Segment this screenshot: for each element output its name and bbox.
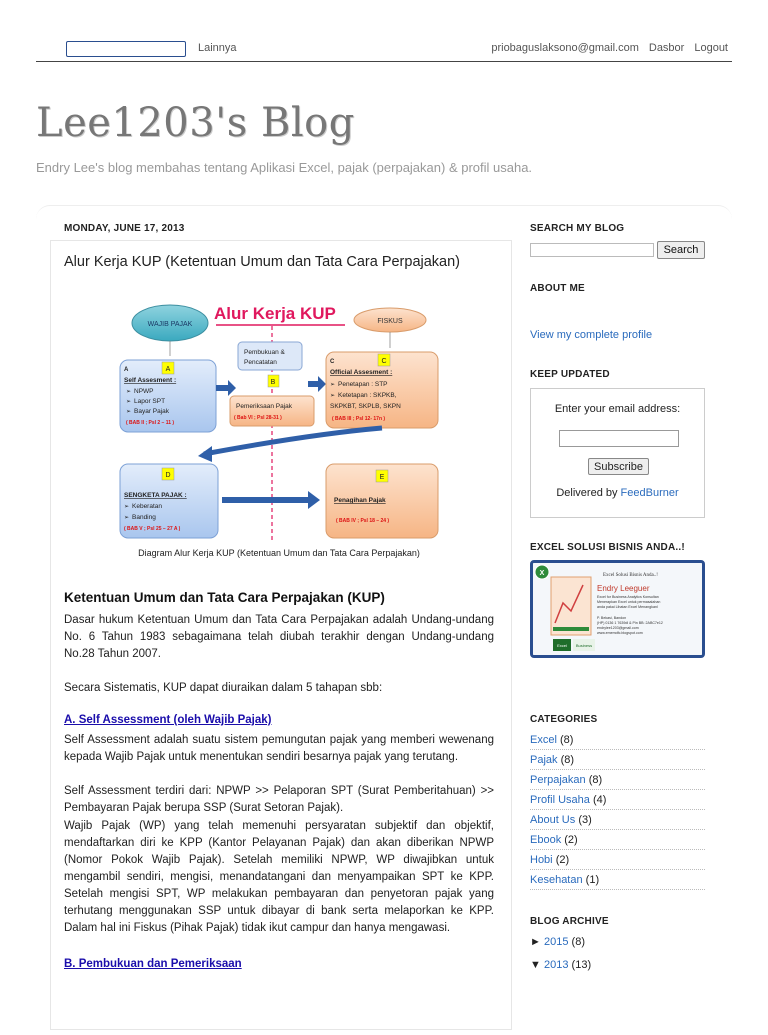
email-input[interactable] [559, 430, 679, 447]
category-count: (8) [588, 774, 603, 786]
blogger-navbar [36, 36, 732, 62]
delivered-prefix: Delivered by [556, 487, 621, 499]
excel-heading: EXCEL SOLUSI BISNIS ANDA..! [530, 542, 685, 553]
box-d-badge: D [165, 472, 171, 479]
post-date: MONDAY, JUNE 17, 2013 [64, 223, 185, 234]
category-item [530, 810, 705, 830]
box-c-item: Penetapan : STP [338, 381, 388, 388]
svg-text:A: A [124, 367, 129, 373]
svg-text:➢: ➢ [330, 393, 336, 399]
section-a-link[interactable]: A. Self Assessment (oleh Wajib Pajak) [64, 714, 272, 726]
category-count: (1) [585, 874, 600, 886]
search-heading: SEARCH MY BLOG [530, 223, 625, 234]
box-a-ref: ( BAB II ; Psl 2 – 11 ) [126, 420, 175, 426]
svg-text:➢: ➢ [330, 382, 336, 388]
ad-contact: P. Bekasi, Bandon [597, 616, 627, 620]
ad-name: Endry Leeguer [597, 584, 650, 593]
category-link[interactable]: Excel [530, 734, 557, 746]
archive-heading: BLOG ARCHIVE [530, 916, 609, 927]
box-b-top-label: Pembukuan & [244, 349, 285, 356]
box-c-badge: C [381, 358, 387, 365]
excel-ad-banner[interactable] [530, 560, 705, 658]
categories-list [530, 730, 705, 890]
search-button[interactable]: Search [657, 241, 705, 259]
box-b-badge: B [270, 379, 276, 386]
expand-toggle-icon[interactable]: ▼ [530, 959, 541, 971]
svg-text:➢: ➢ [124, 515, 130, 521]
ad-line: anda pakai Lihatan Excel Menangkanl [597, 605, 658, 609]
feedburner-link[interactable]: FeedBurner [620, 487, 679, 499]
category-item [530, 770, 705, 790]
box-e-title: Penagihan Pajak [334, 497, 386, 504]
category-link[interactable]: About Us [530, 814, 576, 826]
ad-photo [551, 577, 591, 635]
category-item [530, 850, 705, 870]
category-item [530, 870, 705, 890]
ad-logo-left: Excel [557, 643, 567, 648]
category-count: (2) [564, 834, 578, 846]
ad-contact: (HP) 0136 1 7639dl & Pin BB: 2ABC7e12 [597, 621, 663, 625]
wajib-pajak-label: WAJIB PAJAK [147, 321, 193, 328]
post-paragraph: Self Assessment adalah suatu sistem pemungutan pajak yang memberi wewenang kepada Wajib Pajak untuk menentukan sendiri besarnya pajak yang terutang. [64, 734, 494, 763]
post-paragraph: Self Assessment terdiri dari: NPWP >> Pelaporan SPT (Surat Pemberitahuan) >> Pembayaran Pajak berupa SSP (Surat Setoran Pajak). [64, 785, 494, 814]
ad-contact: endrylee1203@gmail.com [597, 626, 639, 630]
search-input[interactable] [530, 243, 654, 257]
navbar-user-email[interactable]: priobaguslaksono@gmail.com [491, 42, 639, 54]
box-d-title: SENGKETA PAJAK : [124, 492, 187, 499]
box-a-item: Lapor SPT [134, 398, 166, 405]
post-paragraph: Secara Sistematis, KUP dapat diuraikan dalam 5 tahapan sbb: [64, 682, 383, 694]
svg-text:X: X [539, 570, 545, 577]
category-link[interactable]: Kesehatan [530, 874, 583, 886]
ad-graphic [533, 563, 702, 655]
kup-diagram [112, 296, 442, 540]
navbar-user-links [491, 42, 728, 54]
view-profile-link[interactable]: View my complete profile [530, 329, 653, 341]
box-d-item: Banding [132, 514, 156, 521]
box-b-ref: ( Bab VI ; Psl 28-31 ) [234, 415, 282, 421]
box-d-ref: ( BAB V ; Psl 25 – 27 A ) [124, 526, 181, 532]
svg-text:➢: ➢ [126, 409, 132, 415]
section-b-link[interactable]: B. Pembukuan dan Pemeriksaan [64, 958, 242, 970]
box-e-ref: ( BAB IV ; Psl 18 – 24 ) [336, 518, 390, 524]
box-c-item-2a: Ketetapan : SKPKB, [338, 392, 397, 399]
archive-year-link[interactable]: 2015 [544, 936, 569, 948]
blog-title[interactable]: Lee1203's Blog [36, 100, 355, 146]
box-b-label: Pemeriksaan Pajak [236, 403, 292, 410]
svg-text:C: C [330, 359, 335, 365]
box-b-top-label-2: Pencatatan [244, 359, 277, 366]
svg-text:➢: ➢ [126, 389, 132, 395]
ad-line: Menerapkan Excel untuk permasalahan [597, 600, 661, 604]
subscribe-widget [530, 388, 705, 518]
ad-logo-right: Business [575, 643, 593, 648]
diagram-caption: Diagram Alur Kerja KUP (Ketentuan Umum dan Tata Cara Perpajakan) [138, 548, 420, 558]
navbar-more-link[interactable]: Lainnya [198, 42, 237, 54]
navbar-dashboard-link[interactable]: Dasbor [648, 42, 685, 54]
archive-count: (8) [571, 936, 585, 948]
email-label: Enter your email address: [554, 403, 681, 415]
category-count: (8) [559, 734, 574, 746]
navbar-search-input[interactable] [66, 41, 186, 57]
box-b-pemeriksaan [230, 396, 314, 426]
navbar-logout-link[interactable]: Logout [694, 42, 728, 54]
post-subheading: Ketentuan Umum dan Tata Cara Perpajakan (KUP) [64, 590, 385, 605]
category-count: (3) [578, 814, 592, 826]
archive-year-link[interactable]: 2013 [544, 959, 569, 971]
category-count: (2) [555, 854, 570, 866]
box-a-title: Self Assesment : [124, 377, 177, 384]
category-link[interactable]: Perpajakan [530, 774, 586, 786]
box-a-badge: A [165, 366, 171, 373]
post-paragraph: Wajib Pajak (WP) yang telah memenuhi persyaratan subjektif dan objektif, mendaftarkan diri ke KPP (Kantor Pelayanan Pajak) dan akan diberikan NPWP (Nomor Pokok Wajib Pajak). Setelah memiliki NPWP, WP diwajibkan untuk mengambil sendiri, mengisi, menandatangani dan menyampaikan SPT ke KPP. Setelah mengisi SPT, WP melakukan pembayaran dan penyetoran pajak yang terhutang menggunakan SSP untuk dibayar di bank serta melaporkan ke KPP. Dalam hal ini Fiskus (Pihak Pajak) tidak ikut campur dan hanya mengawasi. [64, 820, 494, 934]
categories-heading: CATEGORIES [530, 714, 598, 725]
category-count: (4) [592, 794, 607, 806]
fiskus-label: FISKUS [377, 318, 403, 325]
category-item [530, 730, 705, 750]
box-d-item: Keberatan [132, 503, 162, 510]
category-link[interactable]: Profil Usaha [530, 794, 590, 806]
svg-text:➢: ➢ [124, 504, 130, 510]
box-a-item: Bayar Pajak [134, 408, 170, 415]
archive-row [530, 959, 591, 971]
box-c-ref: ( BAB III ; Psl 12- 17n ) [332, 416, 386, 422]
subscribe-button[interactable]: Subscribe [588, 458, 649, 475]
delivered-by [531, 487, 704, 499]
ad-title: Excel Solusi Bisnis Anda..! [603, 573, 658, 578]
category-link[interactable]: Pajak [530, 754, 558, 766]
keep-updated-heading: KEEP UPDATED [530, 369, 610, 380]
box-c-title: Official Assesment : [330, 369, 393, 376]
category-item [530, 830, 705, 850]
box-a-item: NPWP [134, 388, 154, 395]
archive-row [530, 936, 585, 948]
blog-description: Endry Lee's blog membahas tentang Aplikasi Excel, pajak (perpajakan) & profil usaha. [36, 160, 533, 175]
post-title[interactable]: Alur Kerja KUP (Ketentuan Umum dan Tata Cara Perpajakan) [64, 254, 461, 270]
category-link[interactable]: Ebook [530, 834, 562, 846]
svg-text:➢: ➢ [126, 399, 132, 405]
ad-line: Excel for Business Analytics Konsultan [597, 595, 659, 599]
diagram-title: Alur Kerja KUP [214, 304, 336, 323]
about-heading: ABOUT ME [530, 283, 585, 294]
category-item [530, 790, 705, 810]
archive-count: (13) [571, 959, 592, 971]
box-c-item-2b: SKPKBT, SKPLB, SKPN [330, 403, 401, 410]
post-paragraph: Dasar hukum Ketentuan Umum dan Tata Cara Perpajakan adalah Undang-undang No. 6 Tahun 1983 sebagaimana telah diubah terakhir dengan Undang-undang No.28 Tahun 2007. [64, 614, 494, 660]
category-link[interactable]: Hobi [530, 854, 553, 866]
category-item [530, 750, 705, 770]
collapse-toggle-icon[interactable]: ► [530, 936, 541, 948]
ad-contact: www.ememdfc.blogspot.com [597, 631, 643, 635]
category-count: (8) [560, 754, 575, 766]
box-e-badge: E [379, 474, 385, 481]
